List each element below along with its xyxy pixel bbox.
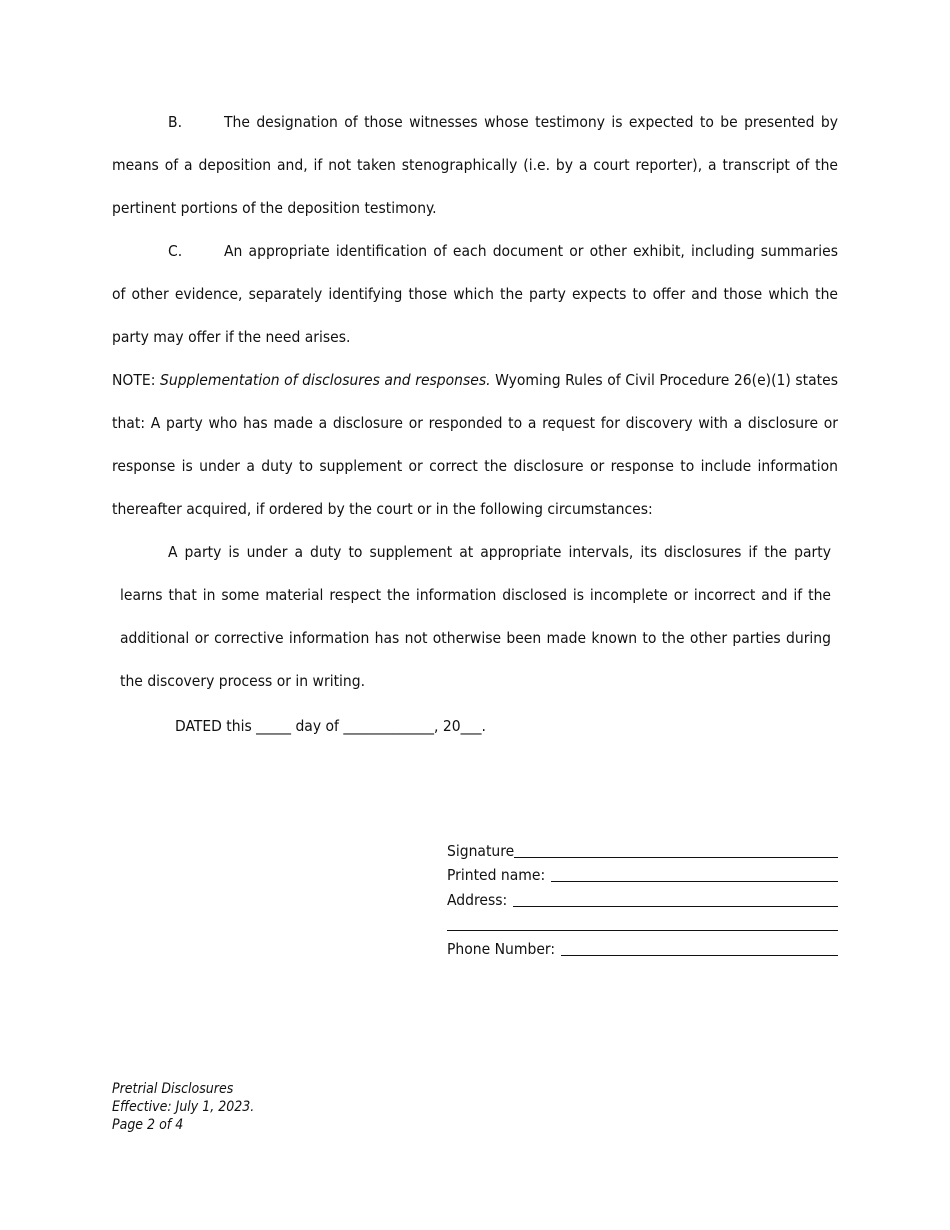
phone-row bbox=[447, 934, 838, 959]
printed-name-line bbox=[551, 880, 838, 882]
phone-line bbox=[561, 954, 838, 956]
paragraph-c-text: An appropriate identification of each document or other exhibit, including summaries of other evidence, separately identifying those which the party expects to offer and those which the party may offer if the need arises. bbox=[112, 242, 838, 346]
address-continuation-row bbox=[447, 910, 838, 935]
note-text: Wyoming Rules of Civil Procedure 26(e)(1) states that: A party who has made a disclosure or responded to a request for discovery with a disclosure or response is under a duty to supplement or correct the disclosure or response to include information thereafter acquired, if ordered by the court or in the following circumstances: bbox=[112, 371, 838, 518]
signature-row bbox=[447, 836, 838, 861]
address-line bbox=[513, 905, 838, 907]
paragraph-b-label: B. bbox=[168, 113, 182, 131]
printed-name-row bbox=[447, 861, 838, 886]
paragraph-c bbox=[112, 230, 838, 359]
note-paragraph bbox=[112, 359, 838, 531]
footer-title: Pretrial Disclosures bbox=[112, 1081, 234, 1097]
signature-line bbox=[514, 856, 838, 858]
address-row bbox=[447, 885, 838, 910]
footer-effective-date: Effective: July 1, 2023. bbox=[112, 1099, 255, 1115]
signature-block bbox=[447, 836, 838, 959]
document-body bbox=[112, 101, 838, 749]
paragraph-c-label: C. bbox=[168, 242, 183, 260]
phone-label: Phone Number: bbox=[447, 939, 556, 958]
page-footer bbox=[112, 1080, 254, 1134]
note-heading: Supplementation of disclosures and responses. bbox=[160, 371, 491, 389]
rule-quote: A party is under a duty to supplement at appropriate intervals, its disclosures if the party learns that in some material respect the information disclosed is incomplete or incorrect and if the additional or corrective information has not otherwise been made known to the other parties during the discovery process or in writing. bbox=[120, 543, 831, 690]
paragraph-b bbox=[112, 101, 838, 230]
signature-label: Signature bbox=[447, 841, 515, 860]
printed-name-label: Printed name: bbox=[447, 866, 546, 884]
address-continuation-line bbox=[447, 929, 838, 931]
paragraph-b-text: The designation of those witnesses whose testimony is expected to be presented by means of a deposition and, if not taken stenographically (i.e. by a court reporter), a transcript of the pertinent portions of the deposition testimony. bbox=[112, 113, 838, 217]
dated-line: DATED this _____ day of _____________, 20___. bbox=[175, 717, 486, 735]
note-prefix: NOTE: bbox=[112, 371, 156, 389]
address-label: Address: bbox=[447, 890, 508, 909]
footer-page-number: Page 2 of 4 bbox=[112, 1117, 184, 1133]
